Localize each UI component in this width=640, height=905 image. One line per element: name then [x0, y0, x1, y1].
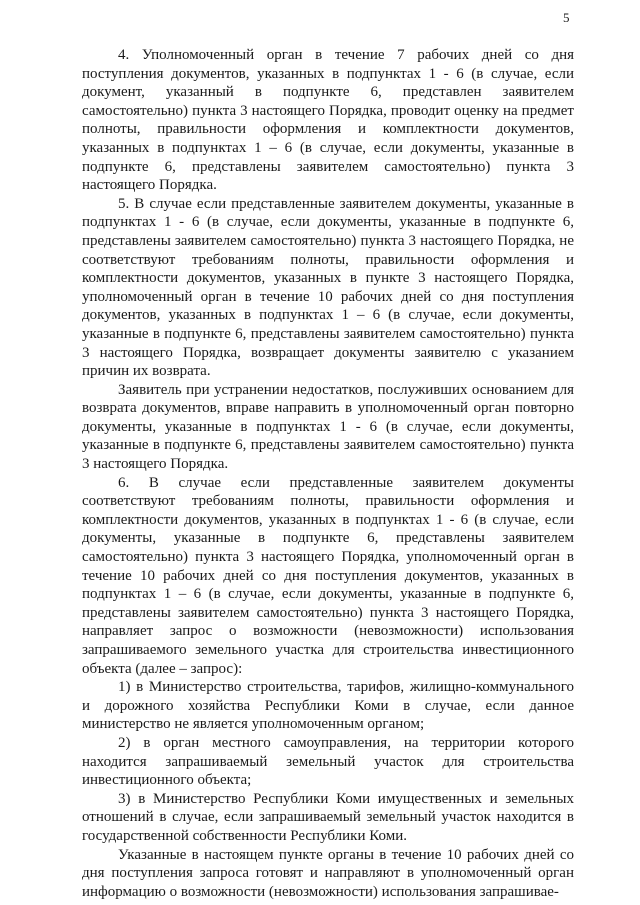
paragraph-bodies-response: Указанные в настоящем пункте органы в течение 10 рабочих дней со дня поступления запроса готовят и направляют в уполномоченный орган информацию о возможности (невозможности) использования запрашивае- — [82, 846, 574, 900]
paragraph-6: 6. В случае если представленные заявителем документы соответствуют требованиям полноты, правильности оформления и комплектности документов, указанных в подпунктах 1 - 6 (в случае, если документы, указанные в подпункте 6, представлены заявителем самостоятельно) пункта 3 настоящего Порядка, уполномоченный орган в течение 10 рабочих дней со дня поступления документов, указанных в подпунктах 1 – 6 (в случае, если документы, указанные в подпункте 6, представлены заявителем самостоятельно) пункта 3 настоящего Порядка, направляет запрос о возможности (невозможности) использования запрашиваемого земельного участка для строительства инвестиционного объекта (далее – запрос): — [82, 474, 574, 677]
paragraph-5: 5. В случае если представленные заявителем документы, указанные в подпунктах 1 - 6 (в случае, если документы, указанные в подпункте 6, представлены заявителем самостоятельно) пункта 3 настоящего Порядка, не соответствуют требованиям полноты, правильности оформления и комплектности документов, указанных в пункте 3 настоящего Порядка, уполномоченный орган в течение 10 рабочих дней со дня поступления документов, указанных в подпунктах 1 – 6 (в случае, если документы, указанные в подпункте 6, представлены заявителем самостоятельно) пункта 3 настоящего Порядка, возвращает документы заявителю с указанием причин их возврата. — [82, 195, 574, 380]
list-item-2: 2) в орган местного самоуправления, на территории которого находится запрашиваемый земельный участок для строительства инвестиционного объекта; — [82, 734, 574, 789]
paragraph-4: 4. Уполномоченный орган в течение 7 рабочих дней со дня поступления документов, указанных в подпунктах 1 - 6 (в случае, если документ, указанный в подпункте 6, представлен заявителем самостоятельно) пункта 3 настоящего Порядка, проводит оценку на предмет полноты, правильности оформления и комплектности документов, указанных в подпунктах 1 – 6 (в случае, если документы, указанные в подпункте 6, представлены заявителем самостоятельно) пункта 3 настоящего Порядка. — [82, 47, 574, 194]
list-item-3: 3) в Министерство Республики Коми имущественных и земельных отношений в случае, если запрашиваемый земельный участок находится в государственной собственности Республики Коми. — [82, 790, 574, 844]
page-number: 5 — [563, 10, 570, 25]
list-item-1: 1) в Министерство строительства, тарифов, жилищно-коммунального и дорожного хозяйства Республики Коми в случае, если данное министерство не является уполномоченным органом; — [82, 679, 574, 733]
paragraph-applicant-resubmission: Заявитель при устранении недостатков, послуживших основанием для возврата документов, вправе направить в уполномоченный орган повторно документы, указанные в подпунктах 1 - 6 (в случае, если документы, указанные в подпункте 6, представлены заявителем самостоятельно) пункта 3 настоящего Порядка. — [82, 381, 574, 473]
document-body — [82, 46, 574, 901]
